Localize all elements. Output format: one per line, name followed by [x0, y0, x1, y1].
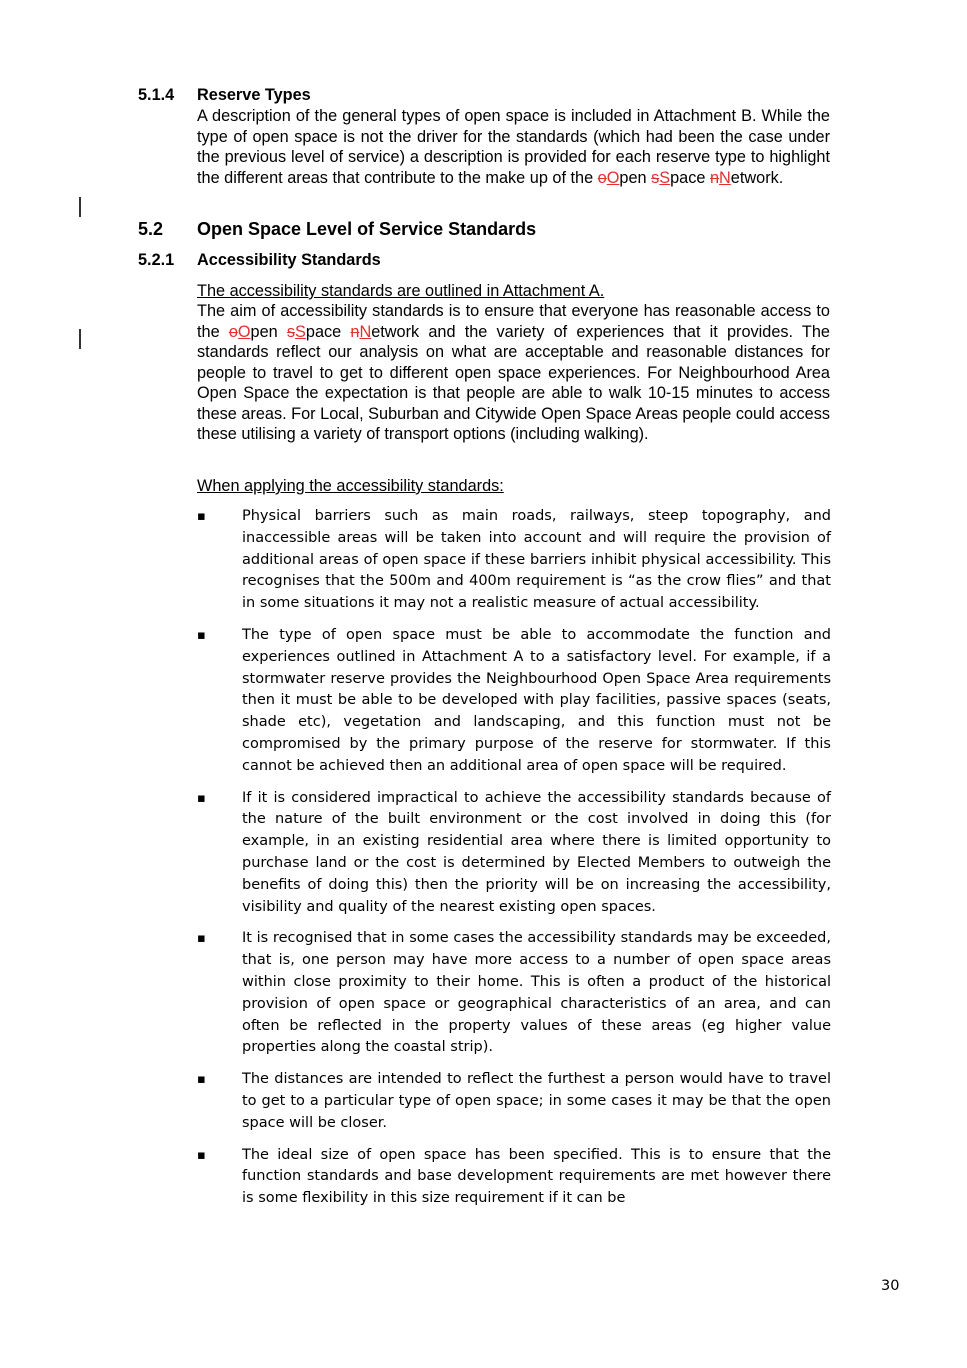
accessibility-bullet-list	[197, 506, 831, 1220]
reserve-types-paragraph: A description of the general types of open space is included in Attachment B. While the type of open space is not the driver for the standards (which had been the case under the previous level of service) a description is provided for each reserve type to highlight the different areas that contribute to the make up of the oOpen sSpace nNetwork.	[197, 107, 830, 187]
tracked-insertion: S	[295, 322, 306, 341]
tracked-insertion: N	[719, 168, 731, 187]
list-item: ▪ Physical barriers such as main roads, railways, steep topography, and inaccessible areas will be taken into account and will require the provision of additional areas of open space if these barriers inhibit physical accessibility. This recognises that the 500m and 400m requirement is “as the crow flies” and that in some situations it may not a realistic measure of actual accessibility.	[197, 508, 831, 612]
list-item: ▪ The ideal size of open space has been specified. This is to ensure that the function standards and base development requirements are met however there is some flexibility in this size requirement if it can be	[197, 1146, 831, 1207]
tracked-deletion: s	[286, 322, 296, 341]
tracked-deletion: n	[350, 322, 360, 341]
bullet-marker: ▪	[197, 1147, 206, 1163]
bullet-marker: ▪	[197, 1072, 206, 1088]
section-number: 5.2	[138, 219, 164, 239]
bullet-marker: ▪	[197, 790, 206, 806]
tracked-insertion: N	[359, 322, 372, 341]
tracked-deletion: s	[651, 168, 660, 187]
page-number: 30	[881, 1278, 900, 1294]
accessibility-paragraph: The aim of accessibility standards is to ensure that everyone has reasonable access to the oOpen sSpace nNetwork and the variety of experiences that it provides. The standards reflect our analysis on what are acceptable and reasonable distances for people to travel to get to different open space experiences. For Neighbourhood Area Open Space the expectation is that people are able to walk 10-15 minutes to access these areas. For Local, Suburban and Citywide Open Space Areas people could access these utilising a variety of transport options (including walking).	[197, 302, 830, 443]
section-title: Accessibility Standards	[197, 251, 381, 269]
tracked-deletion: o	[597, 168, 607, 187]
applying-heading: When applying the accessibility standards:	[197, 477, 504, 495]
accessibility-intro: The accessibility standards are outlined in Attachment A.	[197, 282, 605, 300]
list-item: ▪ It is recognised that in some cases the accessibility standards may be exceeded, that is, one person may have more access to a number of open space areas within close proximity to their home. This is often a product of the historical provision of open space or geographical characteristics of an area, and can often be reflected in the property values of these areas (eg higher value properties along the coastal strip).	[197, 930, 831, 1056]
section-number: 5.1.4	[138, 86, 175, 104]
list-item: ▪ The distances are intended to reflect the furthest a person would have to travel to get to a particular type of open space; in some cases it may be that the open space will be closer.	[197, 1071, 831, 1131]
tracked-deletion: n	[709, 168, 720, 187]
tracked-insertion: S	[659, 168, 671, 187]
section-number: 5.2.1	[138, 251, 175, 269]
tracked-deletion: o	[228, 322, 238, 341]
section-title: Open Space Level of Service Standards	[197, 219, 537, 239]
list-item: ▪ The type of open space must be able to accommodate the function and experiences outlined in Attachment A to a satisfactory level. For example, if a stormwater reserve provides the Neighbourhood Open Space Area requirements then it must be able to be developed with play facilities, passive spaces (seats, shade etc), vegetation and landscaping, and this function must not be compromised by the primary purpose of the reserve for stormwater. If this cannot be achieved then an additional area of open space will be required.	[197, 626, 831, 774]
bullet-marker: ▪	[197, 931, 206, 947]
change-bar	[79, 197, 81, 217]
tracked-insertion: O	[606, 168, 620, 187]
change-bar	[79, 329, 81, 349]
tracked-insertion: O	[237, 322, 251, 341]
list-item: ▪ If it is considered impractical to achieve the accessibility standards because of the nature of the built environment or the cost involved in doing this (for example, in an existing residential area where there is limited opportunity to purchase land or the cost is determined by Elected Members to outweigh the benefits of doing this) then the priority will be on increasing the accessibility, visibility and quality of the nearest existing open spaces.	[197, 789, 831, 915]
bullet-marker: ▪	[197, 509, 206, 524]
bullet-marker: ▪	[197, 627, 206, 643]
section-title: Reserve Types	[197, 86, 311, 104]
